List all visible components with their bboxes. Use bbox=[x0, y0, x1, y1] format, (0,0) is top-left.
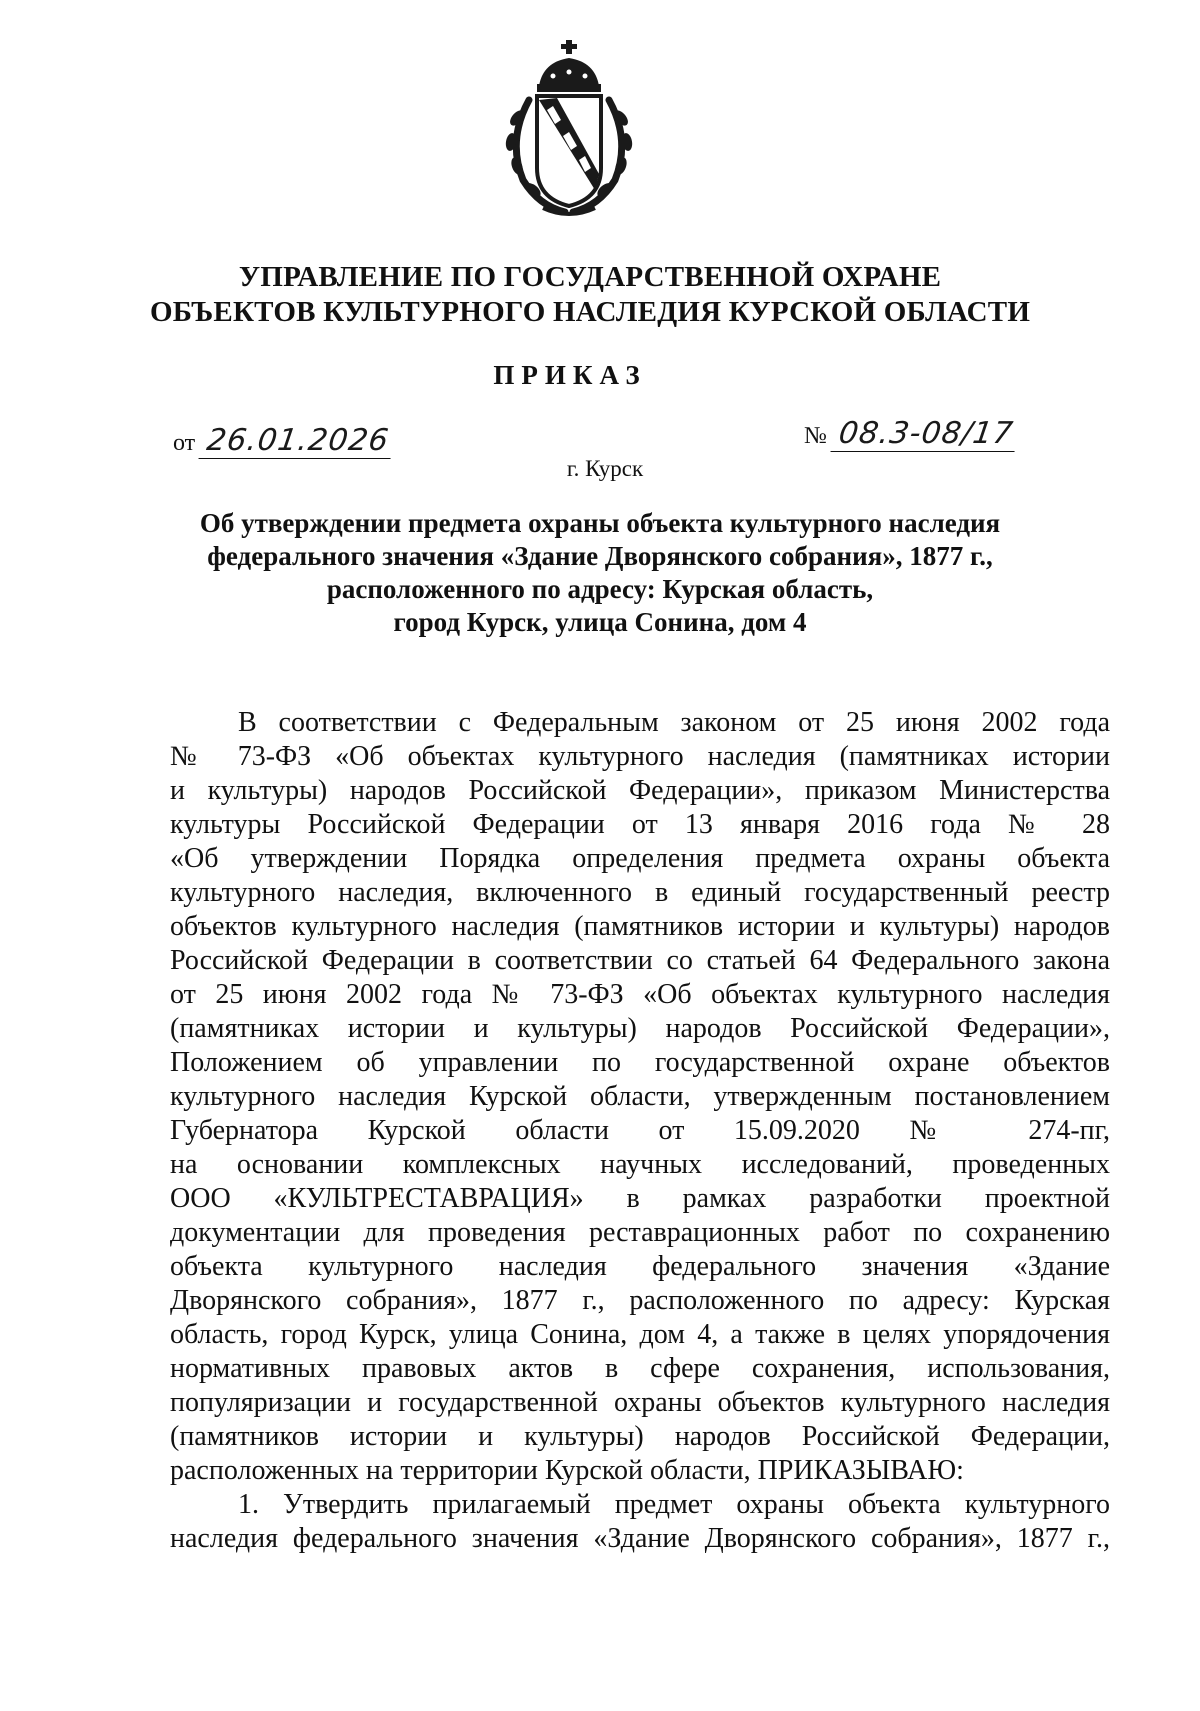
body-line: культуры Российской Федерации от 13 января 2016 года № 28 bbox=[170, 809, 1110, 840]
kursk-coat-of-arms-icon bbox=[499, 40, 639, 220]
body-line: № 73-ФЗ «Об объектах культурного наследия (памятниках истории bbox=[170, 741, 1110, 772]
body-line: культурного наследия, включенного в единый государственный реестр bbox=[170, 877, 1110, 908]
title-line: Об утверждении предмета охраны объекта культурного наследия bbox=[199, 508, 1001, 538]
organization-name-line: ОБЪЕКТОВ КУЛЬТУРНОГО НАСЛЕДИЯ КУРСКОЙ ОБЛАСТИ bbox=[150, 296, 1031, 328]
body-line: Дворянского собрания», 1877 г., расположенного по адресу: Курская bbox=[170, 1285, 1110, 1316]
body-line: Российской Федерации в соответствии со статьей 64 Федерального закона bbox=[170, 945, 1110, 976]
body-line: (памятников истории и культуры) народов Российской Федерации, bbox=[170, 1421, 1110, 1452]
document-number bbox=[804, 416, 1017, 452]
title-line: федерального значения «Здание Дворянского собрания», 1877 г., bbox=[207, 541, 993, 571]
organization-name-line: УПРАВЛЕНИЕ ПО ГОСУДАРСТВЕННОЙ ОХРАНЕ bbox=[238, 261, 942, 293]
body-line: нормативных правовых актов в сфере сохранения, использования, bbox=[170, 1353, 1110, 1384]
title-line: расположенного по адресу: Курская область, bbox=[326, 574, 874, 604]
body-line: область, город Курск, улица Сонина, дом 4, а также в целях упорядочения bbox=[170, 1319, 1110, 1350]
document-title bbox=[160, 507, 1040, 639]
body-line: объекта культурного наследия федерального значения «Здание bbox=[170, 1251, 1110, 1282]
body-line: «Об утверждении Порядка определения предмета охраны объекта bbox=[170, 843, 1110, 874]
body-line: на основании комплексных научных исследований, проведенных bbox=[170, 1149, 1110, 1180]
date-prefix: от bbox=[173, 430, 196, 456]
body-line: от 25 июня 2002 года № 73-ФЗ «Об объектах культурного наследия bbox=[170, 979, 1110, 1010]
body-line: и культуры) народов Российской Федерации», приказом Министерства bbox=[170, 775, 1110, 806]
body-line: Положением об управлении по государственной охране объектов bbox=[170, 1047, 1110, 1078]
body-line: 1. Утвердить прилагаемый предмет охраны объекта культурного bbox=[238, 1489, 1110, 1520]
body-line: объектов культурного наследия (памятников истории и культуры) народов bbox=[170, 911, 1110, 942]
body-line: популяризации и государственной охраны объектов культурного наследия bbox=[170, 1387, 1110, 1418]
body-line: (памятниках истории и культуры) народов Российской Федерации», bbox=[170, 1013, 1110, 1044]
title-line: город Курск, улица Сонина, дом 4 bbox=[393, 607, 807, 637]
body-line: наследия федерального значения «Здание Дворянского собрания», 1877 г., bbox=[170, 1523, 1110, 1554]
document-type: ПРИКАЗ bbox=[493, 360, 647, 390]
body-line: ООО «КУЛЬТРЕСТАВРАЦИЯ» в рамках разработки проектной bbox=[170, 1183, 1110, 1214]
body-line: Губернатора Курской области от 15.09.2020 № 274-пг, bbox=[170, 1115, 1110, 1146]
number-prefix: № bbox=[804, 423, 827, 449]
date-handwritten: 26.01.2026 bbox=[199, 423, 396, 459]
body-line: культурного наследия Курской области, утвержденным постановлением bbox=[170, 1081, 1110, 1112]
body-line: расположенных на территории Курской области, ПРИКАЗЫВАЮ: bbox=[170, 1455, 964, 1486]
document-city: г. Курск bbox=[566, 456, 644, 481]
organization-name bbox=[150, 260, 1030, 330]
document-body bbox=[170, 706, 1110, 1556]
body-line: В соответствии с Федеральным законом от 25 июня 2002 года bbox=[238, 707, 1110, 738]
document-date bbox=[173, 423, 393, 459]
number-handwritten: 08.3-08/17 bbox=[830, 416, 1019, 452]
body-line: документации для проведения реставрационных работ по сохранению bbox=[170, 1217, 1110, 1248]
